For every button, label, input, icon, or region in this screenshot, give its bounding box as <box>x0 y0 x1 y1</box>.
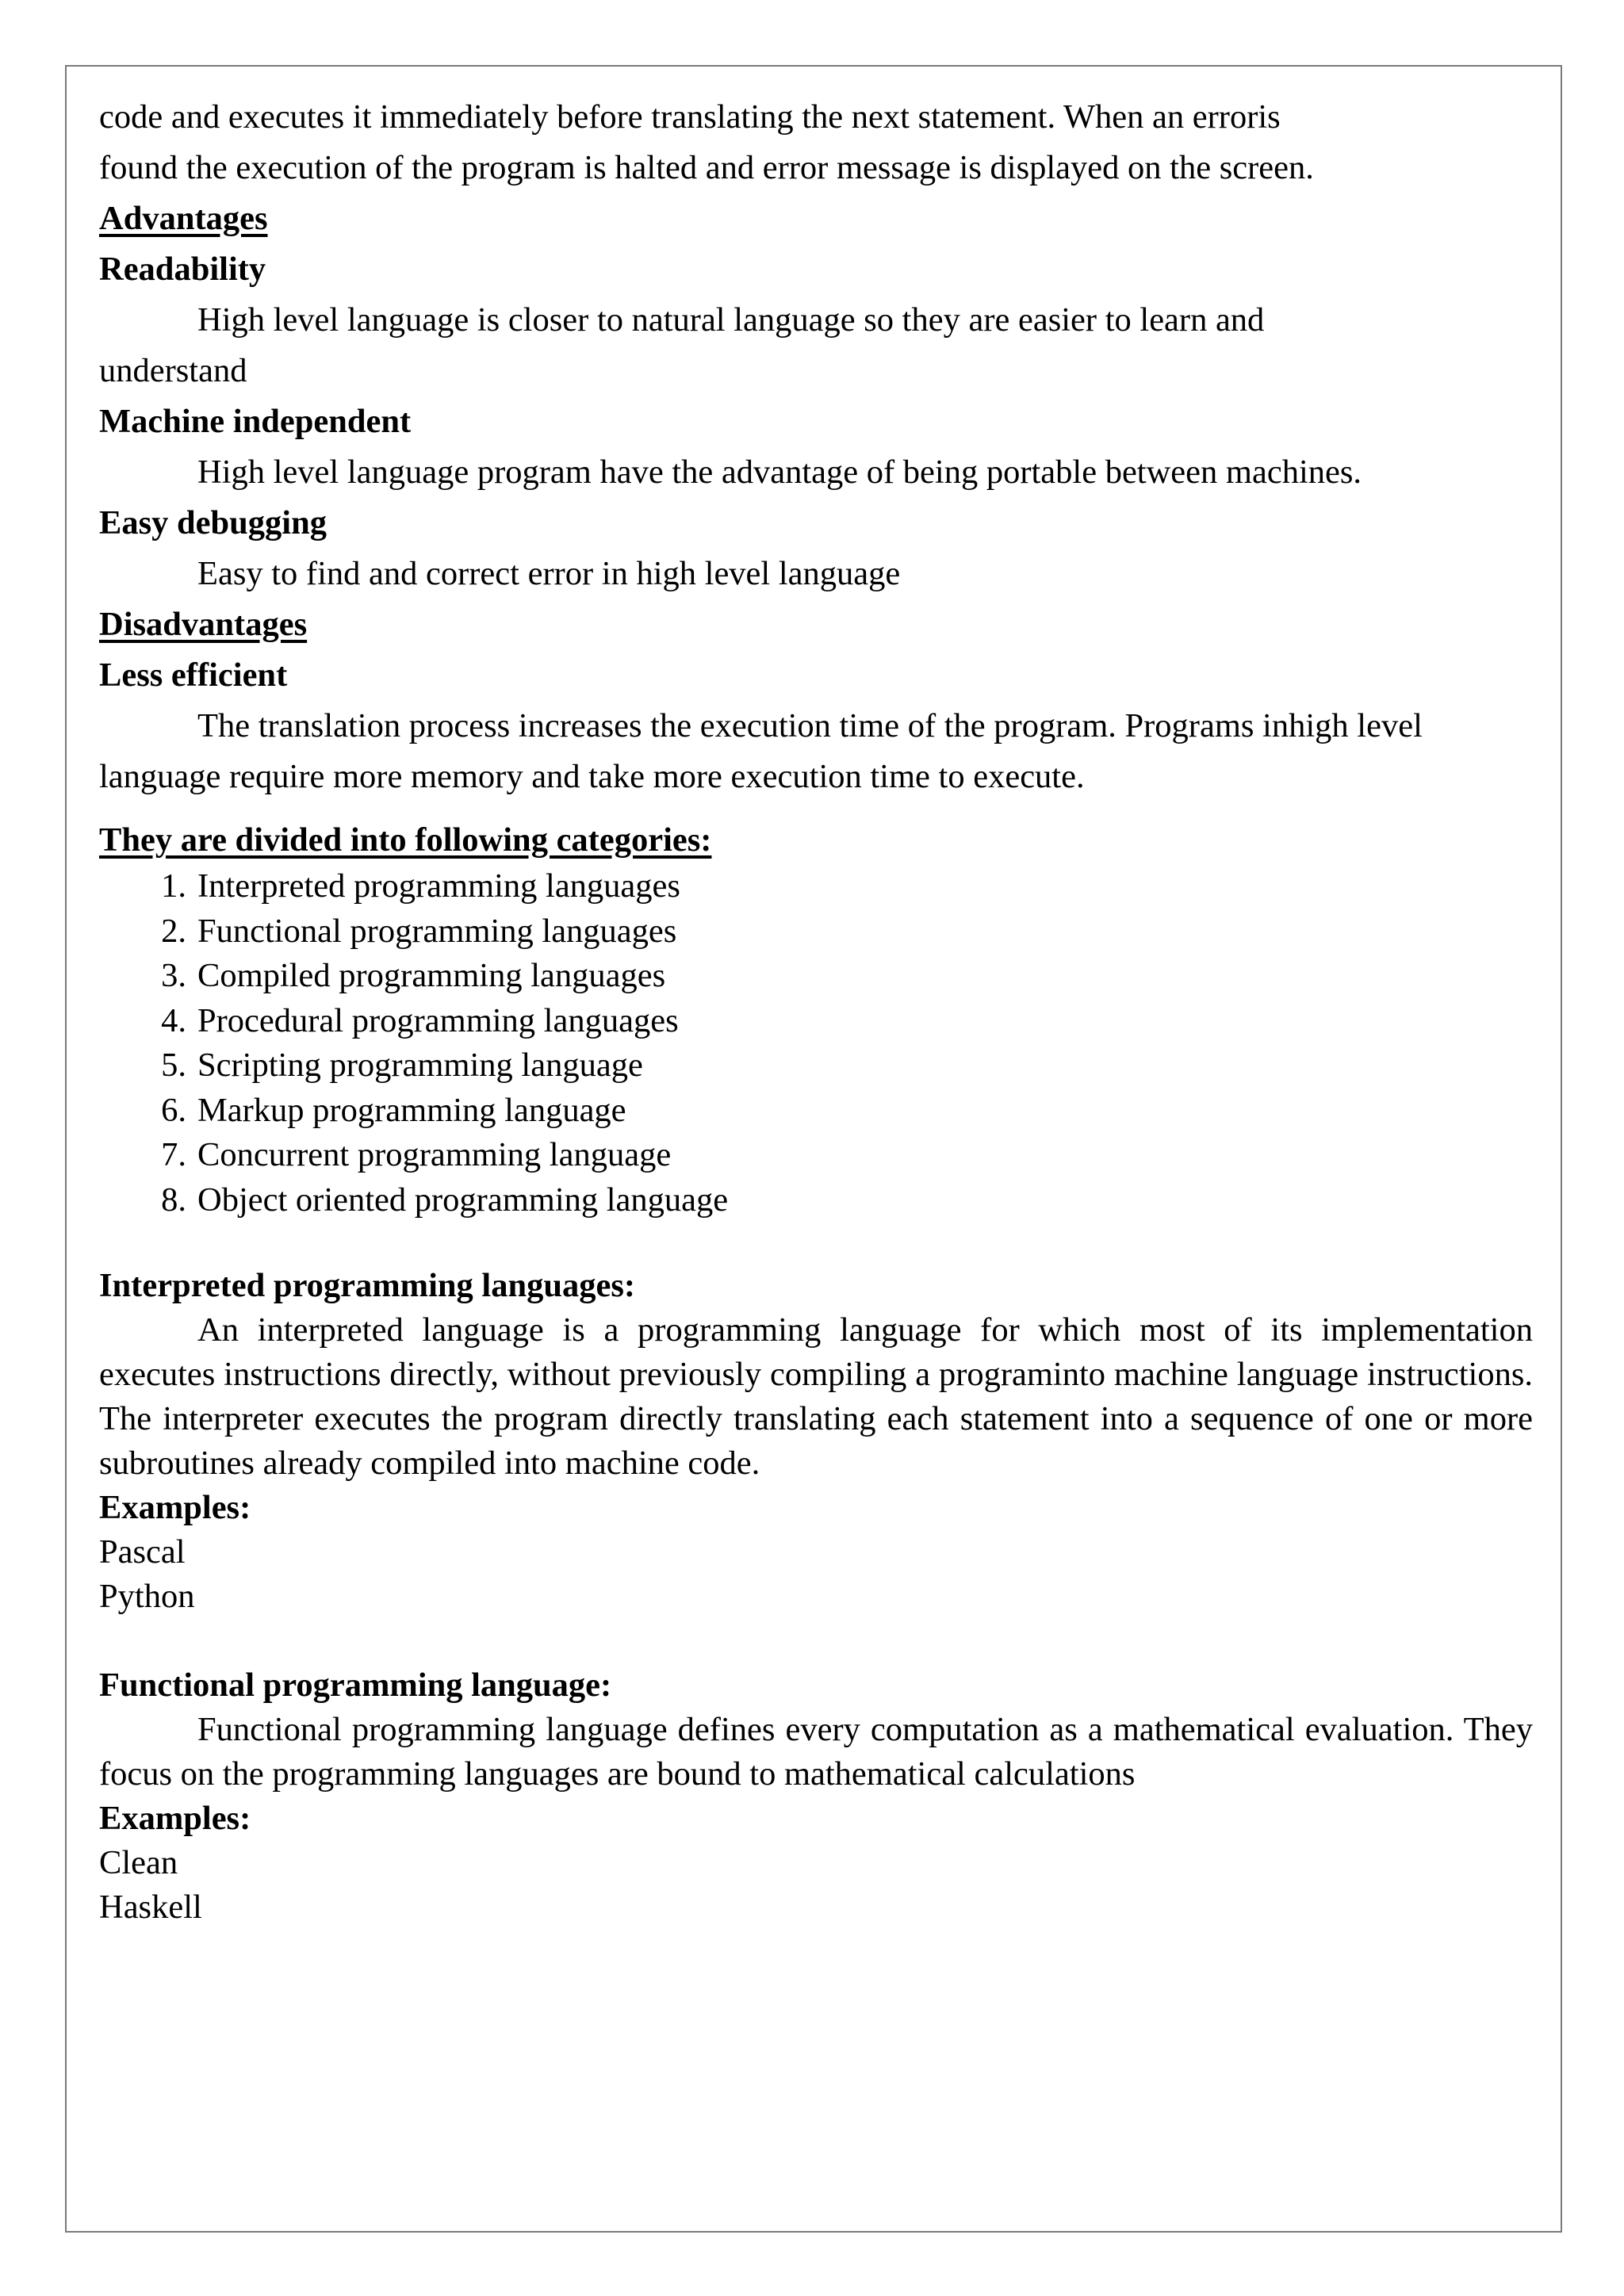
functional-examples-label: Examples: <box>99 1800 251 1837</box>
list-item <box>99 1043 1533 1089</box>
readability-heading: Readability <box>99 251 266 288</box>
example-item: Pascal <box>99 1533 186 1571</box>
example-item: Python <box>99 1578 195 1615</box>
functional-text: Functional programming language defines every computation as a mathematical evaluation. They focus on the programming languages are bound to mathematical calculations <box>99 1711 1533 1793</box>
list-label: Procedural programming languages <box>197 1001 679 1039</box>
interpreted-text: An interpreted language is a programming language for which most of its implementation executes instructions directly, without previously compiling a programinto machine language instructions. The interpreter executes the program directly translating each statement into a sequence of one or more subroutines already compiled into machine code. <box>99 1311 1533 1482</box>
list-item <box>99 1133 1533 1178</box>
list-number: 3. <box>161 957 186 994</box>
list-item <box>99 999 1533 1044</box>
machine-independent-heading: Machine independent <box>99 403 412 440</box>
list-item <box>99 1089 1533 1134</box>
list-number: 6. <box>161 1091 186 1129</box>
interpreted-heading: Interpreted programming languages: <box>99 1267 636 1304</box>
list-label: Markup programming language <box>197 1091 626 1129</box>
machine-independent-text: High level language program have the advantage of being portable between machines. <box>197 453 1362 491</box>
list-item <box>99 864 1533 909</box>
document-body <box>99 92 1533 1930</box>
interpreted-section <box>99 1264 1533 1619</box>
list-item <box>99 954 1533 999</box>
list-label: Compiled programming languages <box>197 957 666 994</box>
functional-section <box>99 1663 1533 1930</box>
list-label: Concurrent programming language <box>197 1136 672 1173</box>
interpreted-examples-label: Examples: <box>99 1489 251 1526</box>
categories-list <box>99 864 1533 1223</box>
less-efficient-heading: Less efficient <box>99 656 288 694</box>
easy-debugging-heading: Easy debugging <box>99 504 327 541</box>
readability-text: High level language is closer to natural language so they are easier to learn and understand <box>99 301 1265 389</box>
list-number: 7. <box>161 1136 186 1173</box>
list-number: 4. <box>161 1001 186 1039</box>
intro-line-2: found the execution of the program is halted and error message is displayed on the screen. <box>99 149 1314 186</box>
functional-heading: Functional programming language: <box>99 1667 612 1704</box>
list-label: Object oriented programming language <box>197 1181 729 1219</box>
list-label: Scripting programming language <box>197 1047 643 1084</box>
categories-heading: They are divided into following categories: <box>99 821 712 859</box>
easy-debugging-text: Easy to find and correct error in high level language <box>197 555 901 592</box>
example-item: Clean <box>99 1844 178 1881</box>
list-number: 5. <box>161 1047 186 1084</box>
list-number: 8. <box>161 1181 186 1219</box>
example-item: Haskell <box>99 1888 202 1926</box>
list-item <box>99 909 1533 955</box>
list-label: Interpreted programming languages <box>197 867 680 905</box>
advantages-heading: Advantages <box>99 200 268 237</box>
intro-line-1: code and executes it immediately before translating the next statement. When an erroris <box>99 98 1281 136</box>
list-number: 1. <box>161 867 186 905</box>
less-efficient-text: The translation process increases the execution time of the program. Programs inhigh level language require more memory and take more execution time to execute. <box>99 707 1423 795</box>
list-item <box>99 1178 1533 1223</box>
disadvantages-heading: Disadvantages <box>99 606 308 643</box>
list-label: Functional programming languages <box>197 912 677 950</box>
list-number: 2. <box>161 912 186 950</box>
